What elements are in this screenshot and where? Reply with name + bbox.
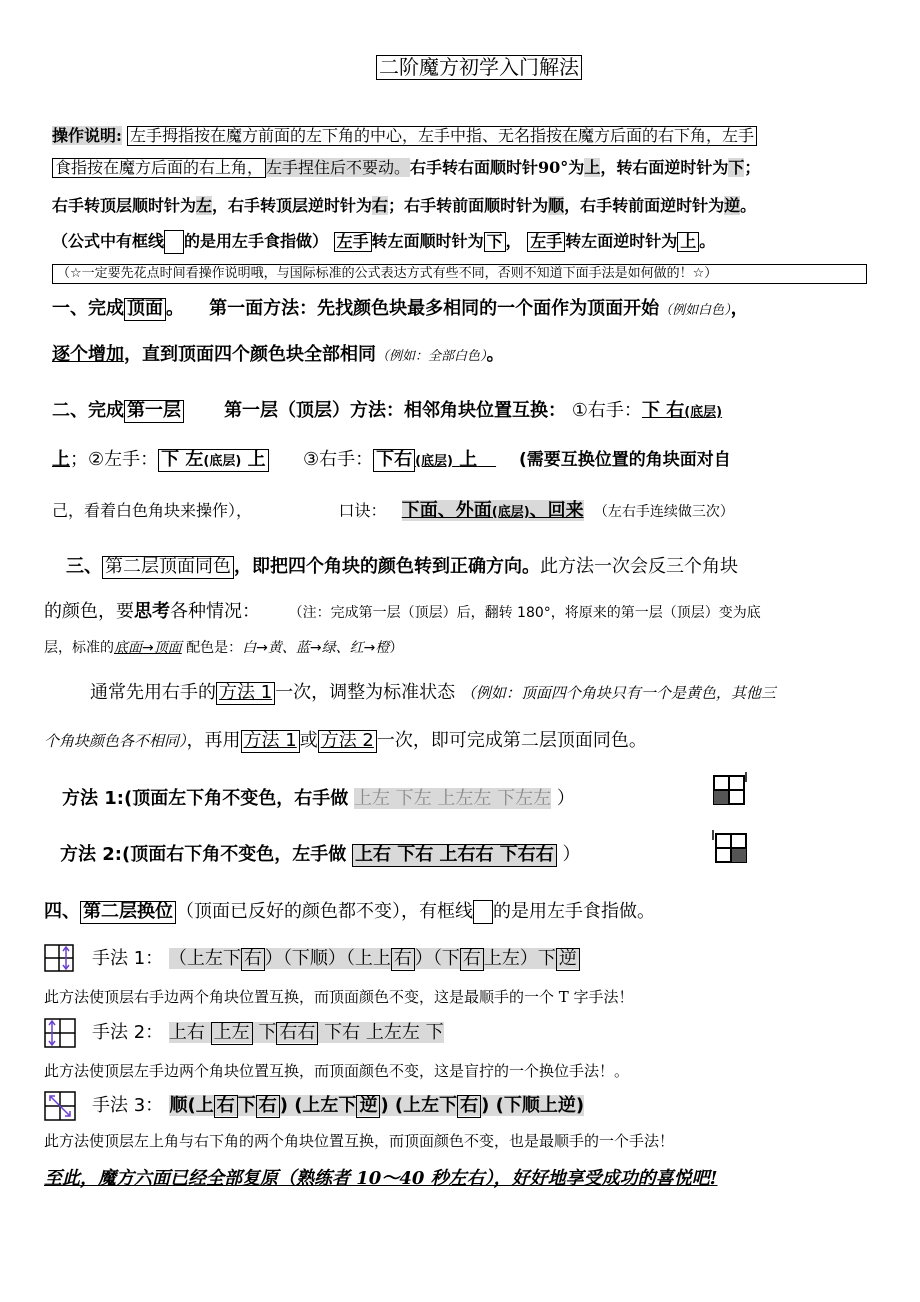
- s3-or: 或: [299, 730, 318, 751]
- swap-diagonal-icon: [44, 1091, 76, 1121]
- section-3-line-2: [44, 601, 761, 624]
- handle-1-desc: [44, 988, 634, 1007]
- s4-desc: （顶面已反好的颜色都不变），有框线: [176, 901, 473, 922]
- s4-blank-box: [473, 900, 493, 924]
- ops-line-1: [52, 126, 757, 146]
- s2-bottom-1: (底层): [684, 405, 723, 420]
- s1-dot: 。: [166, 298, 184, 319]
- ops-line-3: [52, 196, 756, 216]
- method-1-close: ）: [556, 788, 575, 809]
- method-1-formula: 上左 下左 上左左 下左左: [353, 788, 552, 809]
- s2-mnemonic-b: (底层): [491, 505, 530, 520]
- handle-2-desc: [44, 1062, 629, 1081]
- h2-p1: 上右: [168, 1022, 205, 1043]
- s2-note-2: 己，看着白色角块来操作），: [52, 501, 253, 520]
- key-up: 上: [584, 158, 601, 177]
- section-4-line-1: [44, 900, 655, 924]
- h3-p3: ) (上左下: [279, 1095, 357, 1116]
- s4-box: 第二层换位: [80, 901, 176, 924]
- h1-b1: 右: [241, 948, 265, 971]
- ops-text-12: （公式中有框线: [52, 231, 165, 251]
- key-right: 右: [372, 196, 389, 215]
- handle-1-desc-text: 此方法使顶层右手边两个角块位置互换，而顶面颜色不变，这是最顺手的一个 T 字手法！: [44, 988, 634, 1006]
- s3-desc-2: 此方法一次会反三个角块: [540, 556, 738, 577]
- section-3-line-1: [66, 556, 738, 579]
- handle-1-label: 手法 1：: [92, 948, 164, 969]
- section-3-line-4: [90, 682, 776, 705]
- handle-3-label: 手法 3：: [92, 1095, 164, 1116]
- s3-note-1: （注：完成第一层（顶层）后，翻转 180°，将原来的第一层（顶层）变为底: [288, 605, 761, 621]
- ops-text-13: 的是用左手食指做）: [184, 231, 329, 251]
- s1-example-2: （例如：全部白色）: [376, 349, 487, 364]
- s1-comma: ，: [730, 298, 749, 319]
- handle-2: [92, 1022, 444, 1045]
- ending-text: 至此，魔方六面已经全部复原（熟练者 10～40 秒左右），好好地享受成功的喜悦吧!: [44, 1168, 718, 1189]
- ops-note: [52, 264, 867, 284]
- s3-complete: 一次，即可完成第二层顶面同色。: [376, 730, 647, 751]
- section-1-line-1: [52, 298, 749, 321]
- h3-p2: 下: [237, 1095, 256, 1116]
- h2-p3: 下右 上左左 下: [324, 1022, 444, 1043]
- handle-1-formula: [169, 948, 580, 969]
- s2-mnemonic: [402, 500, 584, 521]
- handle-3: [92, 1095, 584, 1118]
- s3-note-2d: 白→黄、蓝→绿、红→橙: [242, 640, 390, 656]
- s1-method: 第一面方法：先找颜色块最多相同的一个面作为顶面开始: [209, 298, 660, 319]
- s2-formula-1: 下 右: [641, 400, 685, 421]
- s3-note-2b: 底面→顶面: [114, 640, 182, 656]
- h3-p1: 顺(上: [169, 1095, 214, 1116]
- h1-b2: 右: [391, 948, 415, 971]
- h1-b3: 右: [460, 948, 484, 971]
- s2-formula-2b: 上: [247, 449, 266, 470]
- h1-p3: ）（下: [414, 948, 460, 969]
- s3-box: 第二层顶面同色: [102, 556, 234, 579]
- s2-formula-3b: 上: [459, 449, 478, 470]
- s3-usual: 通常先用右手的: [90, 682, 216, 703]
- s3-desc: ，即把四个角块的颜色转到正确方向。: [234, 556, 540, 577]
- h1-p1: （上左下: [168, 948, 241, 969]
- method-2-close: ）: [562, 844, 581, 865]
- method-1: [62, 788, 575, 811]
- h1-p2: ）（下顺）（上上: [264, 948, 391, 969]
- s2-up: 上: [52, 449, 70, 470]
- section-2-line-3: [52, 500, 734, 523]
- handle-2-desc-text: 此方法使顶层左手边两个角块位置互换，而顶面颜色不变，这是盲拧的一个换位手法！。: [44, 1062, 630, 1080]
- s1-box: 顶面: [124, 298, 166, 321]
- key-ccw: 逆: [724, 196, 741, 215]
- s3-example-2: 个角块颜色各不相同）: [44, 732, 187, 750]
- h2-b1: 上左: [211, 1022, 253, 1045]
- h2-b2: 右右: [276, 1022, 318, 1045]
- s2-repeat: （左右手连续做三次）: [593, 504, 734, 520]
- ops-text-14: 转左面顺时针为: [371, 231, 484, 251]
- cube-top-right-icon: [712, 830, 750, 866]
- s2-mnemonic-c: 、回来: [529, 500, 584, 521]
- s3-method2-box: 方法 2: [318, 730, 377, 753]
- section-1-line-2: [52, 344, 505, 367]
- s2-formula-2: [158, 449, 268, 472]
- ops-text-15: ，: [505, 231, 522, 251]
- s1-increase: 逐个增加: [52, 344, 124, 365]
- s2-formula-2a: 下 左: [161, 449, 204, 470]
- s2-formula-3: [373, 449, 496, 470]
- section-3-line-3: [44, 640, 403, 658]
- s3-note-2e: ）: [389, 640, 404, 656]
- ops-text-8: ，右手转顶层逆时针为: [212, 196, 373, 215]
- s4-prefix: 四、: [44, 901, 80, 922]
- ops-text-1: 左手拇指按在魔方前面的左下角的中心，左手中指、无名指按在魔方后面的右下角，左手: [127, 126, 757, 146]
- blank-box: [164, 230, 184, 254]
- ending: [44, 1168, 718, 1191]
- page-title-text: 二阶魔方初学入门解法: [376, 55, 582, 80]
- method-2-desc: 方法 2:(顶面右下角不变色，左手做: [60, 844, 347, 865]
- ops-note-text: （☆一定要先花点时间看操作说明哦，与国际标准的公式表达方式有些不同，否则不知道下面手法是如何做的！☆）: [57, 266, 718, 281]
- key-up-left: 上: [677, 232, 699, 252]
- h1-b4: 逆: [556, 948, 580, 971]
- s2-method: 第一层（顶层）方法：相邻角块位置互换：: [224, 400, 567, 421]
- ops-text-11: 。: [740, 196, 757, 215]
- key-lefthand-2: 左手: [527, 232, 565, 252]
- h3-p5: ) (下顺上逆): [481, 1095, 585, 1116]
- h3-p4: ) (上左下: [380, 1095, 458, 1116]
- s3-example: （例如：顶面四个角块只有一个是黄色，其他三: [460, 684, 776, 702]
- ops-text-6: ；: [744, 158, 761, 177]
- s3-adjust: 一次，调整为标准状态: [275, 682, 456, 703]
- ops-text-2: 食指按在魔方后面的右上角，: [52, 158, 266, 178]
- s1-example: （例如白色）: [659, 303, 731, 318]
- ops-text-17: 。: [699, 231, 716, 251]
- s2-prefix: 二、完成: [52, 400, 124, 421]
- ops-text-3: 左手捏住后不要动。: [266, 158, 411, 177]
- s1-until: ，直到顶面四个颜色块全部相同: [124, 344, 376, 365]
- page-title: [376, 55, 582, 80]
- s1-prefix: 一、完成: [52, 298, 124, 319]
- method-2-formula: 上右 下右 上右右 下右右: [352, 844, 557, 867]
- h3-b1: 右: [214, 1095, 238, 1118]
- ops-label: 操作说明:: [52, 126, 122, 145]
- h3-b4: 右: [457, 1095, 481, 1118]
- s2-right-hand-1: ①右手：: [571, 400, 642, 421]
- key-down: 下: [728, 158, 745, 177]
- s4-desc-2: 的是用左手食指做。: [493, 901, 655, 922]
- ops-text-4: 右手转右面顺时针90°为: [410, 158, 585, 177]
- s2-box: 第一层: [124, 400, 184, 423]
- s3-then: ，再用: [186, 730, 241, 751]
- s2-bottom-3: (底层): [415, 454, 453, 469]
- key-cw: 顺: [548, 196, 565, 215]
- method-1-desc: 方法 1:(顶面左下角不变色，右手做: [62, 788, 349, 809]
- h3-b3: 逆: [356, 1095, 380, 1118]
- section-2-line-2: [52, 449, 731, 472]
- s3-think-b: 各种情况：: [170, 601, 260, 622]
- ops-text-9: ；右手转前面顺时针为: [388, 196, 549, 215]
- s3-note-2c: 配色是：: [186, 640, 243, 656]
- ops-text-10: ，右手转前面逆时针为: [564, 196, 725, 215]
- s3-prefix: 三、: [66, 556, 102, 577]
- h1-p4: 上左）下: [483, 948, 556, 969]
- key-down-left: 下: [484, 232, 506, 252]
- section-3-line-5: [44, 730, 647, 753]
- s3-note-2a: 层，标准的: [44, 640, 114, 656]
- h3-b2: 右: [256, 1095, 280, 1118]
- ops-line-4: [52, 230, 715, 254]
- swap-right-icon: [44, 944, 74, 972]
- ops-text-7: 右手转顶层顺时针为: [52, 196, 197, 215]
- s2-mnemonic-a: 下面、外面: [401, 500, 492, 521]
- ops-text-5: ，转右面逆时针为: [600, 158, 729, 177]
- key-left: 左: [196, 196, 213, 215]
- handle-3-desc: [44, 1132, 674, 1151]
- s2-bottom-2: (底层): [203, 454, 242, 469]
- s3-think-a: 的颜色，要: [44, 601, 134, 622]
- s3-method1-box-2: 方法 1: [241, 730, 300, 753]
- method-2: [60, 844, 581, 867]
- swap-left-icon: [44, 1018, 76, 1048]
- s3-method1-box: 方法 1: [216, 682, 275, 705]
- s2-left-hand: ；②左手：: [70, 449, 159, 470]
- key-lefthand-1: 左手: [334, 232, 372, 252]
- handle-2-label: 手法 2：: [92, 1022, 164, 1043]
- s2-mnemonic-label: 口诀：: [338, 501, 387, 520]
- handle-3-formula: [169, 1095, 584, 1116]
- s3-think: 思考: [134, 601, 170, 622]
- ops-text-16: 转左面逆时针为: [565, 231, 678, 251]
- cube-top-left-icon: [712, 772, 748, 806]
- ops-line-2: [52, 158, 760, 178]
- handle-1: [92, 948, 580, 971]
- s2-right-hand-3: ③右手：: [302, 449, 374, 470]
- s2-note: (需要互换位置的角块面对自: [518, 450, 731, 470]
- h2-p2: 下: [258, 1022, 277, 1043]
- section-2-line-1: [52, 400, 722, 423]
- handle-3-desc-text: 此方法使顶层左上角与右下角的两个角块位置互换，而顶面颜色不变，也是最顺手的一个手法！: [44, 1132, 675, 1150]
- s2-formula-3a: 下右: [373, 449, 415, 472]
- s1-end: 。: [486, 344, 505, 365]
- handle-2-formula: [169, 1022, 444, 1043]
